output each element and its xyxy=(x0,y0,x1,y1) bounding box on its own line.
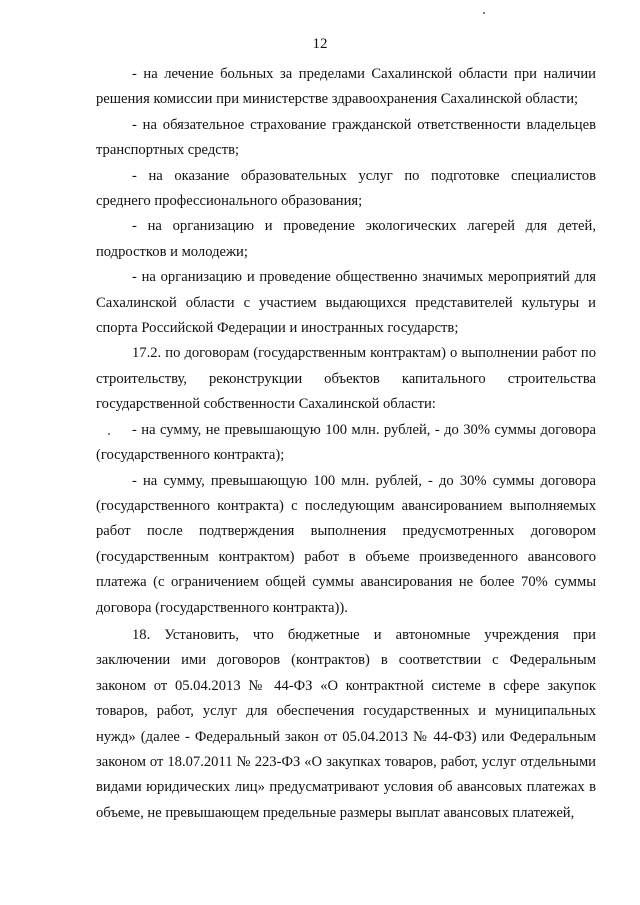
scan-speck xyxy=(108,433,110,435)
paragraph-education-services: - на оказание образовательных услуг по подготовке специалистов среднего профессионального образования; xyxy=(96,167,596,210)
document-body xyxy=(96,62,596,826)
paragraph-17-2-construction-contracts: 17.2. по договорам (государственным контрактам) о выполнении работ по строительству, реконструкции объектов капитального строительства государственной собственности Сахалинской области: xyxy=(96,345,596,413)
paragraph-18-budget-institutions: 18. Установить, что бюджетные и автономные учреждения при заключении ими договоров (контрактов) в соответствии с Федеральным законом от 05.04.2013 № 44-ФЗ «О контрактной системе в сфере закупок товаров, работ, услуг для обеспечения государственных и муниципальных нужд» (далее - Федеральный закон от 05.04.2013 № 44-ФЗ) или Федеральным законом от 18.07.2011 № 223-ФЗ «О закупках товаров, работ, услуг отдельными видами юридических лиц» предусматривают условия об авансовых платежах в объеме, не превышающем предельные размеры выплат авансовых платежей, xyxy=(96,626,596,821)
paragraph-public-events: - на организацию и проведение общественно значимых мероприятий для Сахалинской области с участием выдающихся представителей культуры и спорта Российской Федерации и иностранных государств; xyxy=(96,269,596,337)
paragraph-ecological-camps: - на организацию и проведение экологических лагерей для детей, подростков и молодежи; xyxy=(96,218,596,260)
paragraph-treatment-outside-region: - на лечение больных за пределами Сахалинской области при наличии решения комиссии при министерстве здравоохранения Сахалинской области; xyxy=(96,66,596,108)
paragraph-over-100-mln: - на сумму, превышающую 100 млн. рублей, - до 30% суммы договора (государственного контракта) с последующим авансированием выполняемых работ после подтверждения выполнения предусмотренных договором (государственным контрактом) работ в объеме произведенного авансового платежа (с ограничением общей суммы авансирования не более 70% суммы договора (государственного контракта)). xyxy=(96,472,596,616)
paragraph-vehicle-insurance: - на обязательное страхование гражданской ответственности владельцев транспортных средств; xyxy=(96,116,596,159)
scan-speck xyxy=(483,12,485,14)
paragraph-up-to-100-mln: - на сумму, не превышающую 100 млн. рублей, - до 30% суммы договора (государственного контракта); xyxy=(96,421,596,464)
page-number: 12 xyxy=(312,36,328,52)
